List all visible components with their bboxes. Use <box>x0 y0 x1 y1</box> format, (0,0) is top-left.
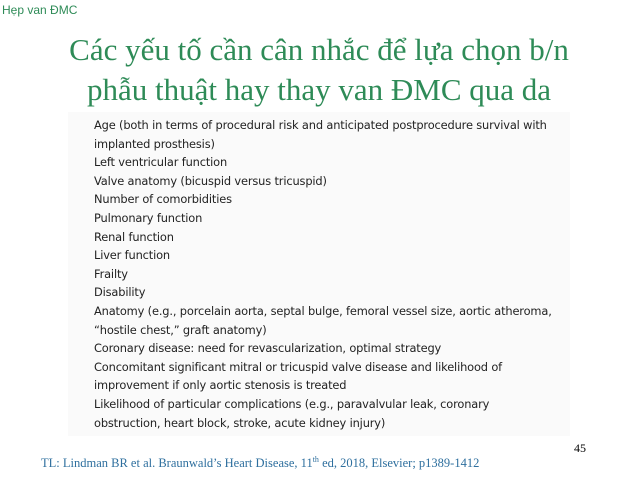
factor-line: Left ventricular function <box>94 155 228 170</box>
title-line-1: Các yếu tố cần cân nhắc để lựa chọn b/n <box>69 32 569 67</box>
factor-line: Number of comorbidities <box>94 192 232 207</box>
factor-line: Concomitant significant mitral or tricuspid valve disease and likelihood of <box>94 359 503 374</box>
reference-citation <box>41 456 479 471</box>
factor-line: Coronary disease: need for revascularization, optimal strategy <box>94 341 442 356</box>
factors-box <box>68 112 570 436</box>
factor-line: Renal function <box>94 229 174 244</box>
factor-line: Valve anatomy (bicuspid versus tricuspid) <box>94 173 327 188</box>
slide-title <box>0 30 638 110</box>
section-tag: Hẹp van ĐMC <box>2 3 78 17</box>
reference-text-end: ed, 2018, Elsevier; p1389-1412 <box>318 456 480 470</box>
factor-line: Age (both in terms of procedural risk and anticipated postprocedure survival with <box>94 118 547 132</box>
factor-line: Disability <box>94 285 146 300</box>
factor-line: Frailty <box>94 266 128 281</box>
title-line-2: phẫu thuật hay thay van ĐMC qua da <box>86 72 552 107</box>
factors-list <box>94 116 564 432</box>
factor-line: Pulmonary function <box>94 210 203 225</box>
factor-line: improvement if only aortic stenosis is treated <box>94 378 347 393</box>
page-number: 45 <box>574 441 586 455</box>
factor-line: Likelihood of particular complications (e.g., paravalvular leak, coronary <box>94 396 490 411</box>
factor-line: implanted prosthesis) <box>94 136 215 151</box>
reference-text: TL: Lindman BR et al. Braunwald’s Heart Disease, 11 <box>41 456 313 470</box>
factor-line: obstruction, heart block, stroke, acute kidney injury) <box>94 415 386 430</box>
factor-line: “hostile chest,” graft anatomy) <box>94 322 267 337</box>
factor-line: Anatomy (e.g., porcelain aorta, septal bulge, femoral vessel size, aortic atheroma, <box>94 303 552 318</box>
factor-line: Liver function <box>94 248 170 263</box>
reference-superscript: th <box>312 454 319 464</box>
